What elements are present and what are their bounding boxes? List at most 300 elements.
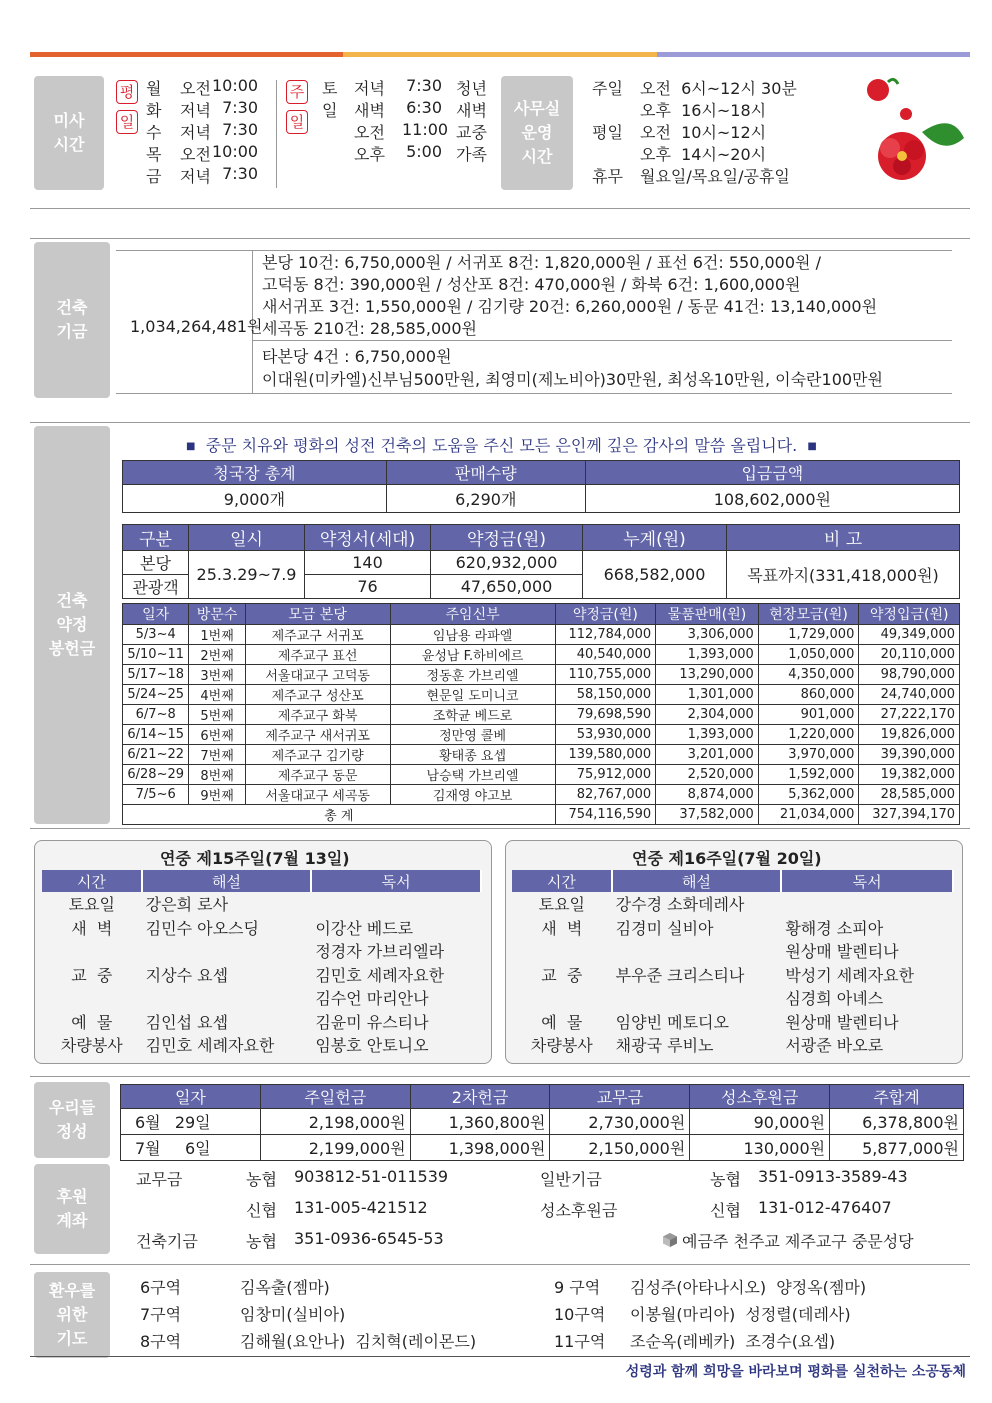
mass-cell: 목 [146,145,162,164]
mass-cell: 7:30 [222,164,258,183]
summary-cell: 관광객 [123,575,189,599]
visit-cell: 1,220,000 [758,725,859,745]
account-purpose: 교무금 [136,1170,183,1189]
schedule-cell: 채광국 루비노 [615,1036,714,1055]
mass-cell: 오전 [180,79,211,98]
schedule-table-week16 [512,870,954,1057]
sales-header: 판매수량 [386,461,585,485]
visit-cell: 1번째 [189,625,245,645]
mass-time-label: 미사 시간 [34,76,104,190]
offering-cell: 2,198,000원 [260,1109,410,1135]
visit-cell: 49,349,000 [859,625,960,645]
schedule-cell: 예 물 [541,1012,583,1032]
mass-cell: 저녁 [180,167,211,186]
offering-header: 주합계 [830,1085,964,1109]
schedule-cell [311,892,481,916]
mass-cell: 7:30 [406,76,442,95]
visit-cell: 5,362,000 [758,785,859,805]
schedule-header: 독서 [311,870,481,892]
schedule-header: 해설 [142,870,312,892]
office-day: 평일 [592,123,623,142]
list-item [42,1010,481,1034]
schedule-cell [42,986,142,1010]
visit-total: 754,116,590 [555,805,656,825]
table-row [123,765,960,785]
schedule-cell [781,892,953,916]
visit-header: 방문수 [189,604,245,625]
schedule-cell: 황해경 소피아 [785,918,884,938]
offering-cell: 1,360,800원 [410,1109,550,1135]
schedule-cell [612,986,782,1010]
sales-value: 108,602,000원 [585,485,959,513]
visit-cell: 860,000 [758,685,859,705]
visit-cell: 2,520,000 [656,765,759,785]
visit-cell: 40,540,000 [555,645,656,665]
mass-row [146,98,266,120]
visit-header: 모금 본당 [245,604,390,625]
visit-cell: 서울대교구 고덕동 [245,665,390,685]
table-row [123,745,960,765]
offering-date [121,1135,261,1161]
divider-line [30,828,970,829]
fund-line: 세곡동 210건: 28,585,000원 [262,319,477,338]
offering-header: 성소후원금 [690,1085,830,1109]
schedule-cell: 차량봉사 [60,1036,123,1055]
account-purpose: 성소후원금 [540,1201,618,1220]
visit-header: 일자 [123,604,189,625]
sales-value: 6,290개 [386,485,585,513]
fund-box-hdivider [252,340,952,341]
visit-cell: 112,784,000 [555,625,656,645]
offering-header: 주일헌금 [260,1085,410,1109]
office-row [592,142,832,164]
visit-cell: 53,930,000 [555,725,656,745]
offering-table [120,1084,964,1161]
mass-row [322,98,492,120]
visit-cell: 황태종 요셉 [390,745,555,765]
sales-value: 9,000개 [123,485,387,513]
offering-date [121,1109,261,1135]
schedule-header: 독서 [781,870,953,892]
mass-cell: 월 [146,79,162,98]
mass-cell: 화 [146,101,162,120]
list-item [512,892,953,916]
schedule-cell: 교 중 [541,965,583,985]
table-row [123,785,960,805]
list-item [42,986,481,1010]
visit-cell: 79,698,590 [555,705,656,725]
account-holder: 예금주 천주교 제주교구 중문성당 [682,1232,914,1251]
offering-label: 우리들 정성 [34,1082,110,1158]
schedule-cell: 토요일 [538,895,586,914]
offering-cell: 5,877,000원 [830,1135,964,1161]
schedule-header: 해설 [612,870,782,892]
top-color-bar [30,52,970,57]
visit-cell: 3번째 [189,665,245,685]
prayer-list-right [554,1275,944,1356]
prayer-names: 김옥출(젬마) [240,1278,330,1297]
prayer-names: 이봉월(마리아) 성정렬(데레사) [630,1305,851,1324]
table-row [123,645,960,665]
summary-header: 누계(원) [583,525,727,551]
mass-cell: 11:00 [402,120,449,139]
offering-cell: 90,000원 [690,1109,830,1135]
summary-header: 약정금(원) [431,525,583,551]
office-row [592,98,832,120]
summary-cell: 47,650,000 [431,575,583,599]
summary-header: 일시 [189,525,305,551]
visit-cell: 제주교구 화북 [245,705,390,725]
sunday-mass-list [322,76,492,164]
schedule-cell: 토요일 [68,895,116,914]
account-purpose: 일반기금 [540,1170,602,1189]
visit-cell: 20,110,000 [859,645,960,665]
table-row [123,665,960,685]
account-number: 903812-51-011539 [294,1167,449,1186]
visit-total: 327,394,170 [859,805,960,825]
visit-cell: 임남용 라파엘 [390,625,555,645]
visit-cell: 6/21~22 [123,745,189,765]
visit-cell: 6/7~8 [123,705,189,725]
schedule-cell [612,939,782,963]
table-row [123,685,960,705]
visit-total: 37,582,000 [656,805,759,825]
mass-cell: 오후 [354,145,385,164]
schedule-cell: 김민호 세례자요한 [315,965,445,985]
summary-note: 목표까지(331,418,000원) [727,551,960,599]
offering-day: 6일 [185,1139,211,1158]
summary-date: 25.3.29~7.9 [189,551,305,599]
fund-line: 고덕동 8건: 390,000원 / 성산포 8건: 470,000원 / 화북 6건: 1,600,000원 [262,275,801,294]
visit-cell: 13,290,000 [656,665,759,685]
visit-header: 약정금(원) [555,604,656,625]
prayer-row [140,1275,530,1302]
visit-cell: 9번째 [189,785,245,805]
visit-cell: 1,592,000 [758,765,859,785]
mass-cell: 오전 [180,145,211,164]
weekday-mass-list [146,76,266,186]
list-item [512,1010,953,1034]
list-item [512,939,953,963]
mass-cell: 새벽 [456,101,487,120]
mass-cell: 토 [322,79,338,98]
schedule-header-row [512,870,953,892]
visit-cell: 현문일 도미니코 [390,685,555,705]
visit-cell: 7/5~6 [123,785,189,805]
schedule-cell: 예 물 [71,1012,113,1032]
visit-cell: 5번째 [189,705,245,725]
summary-cell: 140 [305,551,431,575]
schedule-cell: 김수언 마리안나 [315,989,429,1008]
visit-cell: 1,729,000 [758,625,859,645]
account-number: 131-012-476407 [758,1198,892,1217]
visit-cell: 조학균 베드로 [390,705,555,725]
office-row [592,164,832,186]
mass-row [322,76,492,98]
visit-cell: 윤성남 F.하비에르 [390,645,555,665]
offering-header: 교무금 [550,1085,690,1109]
schedule-cell [142,986,312,1010]
summary-cell: 본당 [123,551,189,575]
visit-header: 물품판매(원) [656,604,759,625]
divider-line [30,422,970,423]
fund-line: 이대원(미카엘)신부님500만원, 최영미(제노비아)30만원, 최성옥10만원, 이숙란100만원 [262,370,883,389]
schedule-cell: 김윤미 유스티나 [315,1012,429,1032]
schedule-cell: 강수경 소화데레사 [615,895,745,914]
footer-motto: 성령과 함께 희망을 바라보며 평화를 실천하는 소공동체 [625,1364,966,1380]
prayer-zone: 8구역 [140,1332,182,1351]
office-hours-list [592,76,832,186]
list-item [512,916,953,940]
sales-header: 입금금액 [585,461,959,485]
schedule-title: 연중 제15주일(7월 13일) [160,849,350,868]
schedule-cell: 지상수 요셉 [145,965,229,985]
prayer-list-left [140,1275,530,1356]
schedule-cell: 교 중 [71,965,113,985]
schedule-cell: 강은희 로사 [145,895,229,914]
visit-table [122,603,960,825]
prayer-names: 김성주(아타나시오) 양정옥(젬마) [630,1278,867,1297]
offering-cell: 2,199,000원 [260,1135,410,1161]
mass-cell: 10:00 [212,142,259,161]
visit-cell: 3,970,000 [758,745,859,765]
pledge-label: 건축 약정 봉헌금 [34,426,110,824]
fund-breakdown [262,250,877,338]
square-bullet-icon: ■ [186,441,196,452]
schedule-cell: 새 벽 [71,918,113,938]
visit-cell: 정만영 콜베 [390,725,555,745]
schedule-cell: 박성기 세례자요한 [785,965,915,985]
prayer-names: 김해월(요안나) 김치혁(레이몬드) [240,1332,477,1351]
offering-day: 29일 [174,1113,211,1132]
mass-row [322,120,492,142]
weekday-tag: 평 일 [116,80,138,136]
mass-cell: 일 [322,101,338,120]
schedule-header-row [42,870,481,892]
visit-cell: 24,740,000 [859,685,960,705]
account-bank: 농협 [246,1170,277,1189]
mass-cell: 청년 [456,79,487,98]
visit-cell: 28,585,000 [859,785,960,805]
table-row [123,725,960,745]
mass-row [146,142,266,164]
camellia-flower-icon [858,70,968,182]
prayer-zone: 10구역 [554,1305,606,1324]
mass-cell: 가족 [456,145,487,164]
prayer-row [554,1302,944,1329]
construction-fund-label: 건축 기금 [34,242,110,398]
schedule-cell: 심경희 아녜스 [785,989,884,1008]
visit-cell: 2,304,000 [656,705,759,725]
fund-other [262,344,883,390]
mass-row [146,120,266,142]
summary-table [122,524,960,599]
list-item [42,892,481,916]
visit-cell: 27,222,170 [859,705,960,725]
visit-total-label: 총 계 [123,805,556,825]
visit-cell: 제주교구 표선 [245,645,390,665]
visit-cell: 139,580,000 [555,745,656,765]
mass-cell: 수 [146,123,162,142]
office-time: 오후 14시~20시 [640,145,767,164]
schedule-cell: 임양빈 메토디오 [615,1012,729,1032]
visit-cell: 5/17~18 [123,665,189,685]
accounts-label: 후원 계좌 [34,1164,110,1254]
visit-cell: 제주교구 성산포 [245,685,390,705]
schedule-cell: 김민호 세례자요한 [145,1036,275,1055]
list-item [42,1033,481,1057]
office-time: 오전 6시~12시 30분 [640,79,797,98]
schedule-cell: 서광준 바오로 [785,1036,884,1055]
visit-cell: 2번째 [189,645,245,665]
schedule-cell: 부우준 크리스티나 [615,965,745,985]
fund-line: 본당 10건: 6,750,000원 / 서귀포 8건: 1,820,000원 / 표선 6건: 550,000원 / [262,253,821,272]
list-item [512,1033,953,1057]
mass-cell: 저녁 [180,101,211,120]
prayer-zone: 11구역 [554,1332,606,1351]
office-day: 주일 [592,79,623,98]
visit-cell: 3,201,000 [656,745,759,765]
list-item [42,939,481,963]
account-bank: 농협 [246,1232,277,1251]
visit-cell: 정동훈 가브리엘 [390,665,555,685]
table-row [121,1135,964,1161]
thanks-message: ■ 중문 치유와 평화의 성전 건축의 도움을 주신 모든 은인께 깊은 감사의 말씀 올립니다. ■ [186,436,817,455]
visit-cell: 19,382,000 [859,765,960,785]
divider-line [276,80,277,188]
offering-header: 일자 [121,1085,261,1109]
mass-cell: 금 [146,167,162,186]
visit-cell: 75,912,000 [555,765,656,785]
mass-cell: 저녁 [180,123,211,142]
visit-header: 현장모금(원) [758,604,859,625]
visit-cell: 901,000 [758,705,859,725]
visit-cell: 6/14~15 [123,725,189,745]
schedule-cell: 원상매 발렌티나 [785,1012,899,1032]
schedule-cell: 정경자 가브리엘라 [315,942,445,961]
prayer-names: 임창미(실비아) [240,1305,346,1324]
square-bullet-icon: ■ [807,441,817,452]
table-row [123,705,960,725]
visit-header: 약정입금(원) [859,604,960,625]
account-bank: 신협 [246,1201,277,1220]
summary-cell: 76 [305,575,431,599]
offering-cell: 130,000원 [690,1135,830,1161]
fund-line: 새서귀포 3건: 1,550,000원 / 김기량 20건: 6,260,000원 / 동문 41건: 13,140,000원 [262,297,878,316]
visit-cell: 1,393,000 [656,725,759,745]
schedule-cell: 이강산 베드로 [315,918,414,938]
mass-row [146,164,266,186]
visit-cell: 제주교구 김기량 [245,745,390,765]
mass-cell: 7:30 [222,120,258,139]
divider-line [30,1076,970,1077]
schedule-cell: 원상매 발렌티나 [785,942,899,961]
summary-header: 비 고 [727,525,960,551]
prayer-row [554,1275,944,1302]
mass-row [146,76,266,98]
cube-icon [662,1232,678,1248]
visit-cell: 4번째 [189,685,245,705]
visit-cell: 5/24~25 [123,685,189,705]
offering-header: 2차헌금 [410,1085,550,1109]
sales-table [122,460,960,513]
divider-line [30,238,970,239]
summary-total: 668,582,000 [583,551,727,599]
divider-line [30,1356,970,1357]
visit-cell: 김재영 야고보 [390,785,555,805]
office-time: 오후 16시~18시 [640,101,767,120]
list-item [42,963,481,987]
account-bank: 신협 [710,1201,741,1220]
account-purpose: 건축기금 [136,1232,198,1251]
visit-cell: 서울대교구 세곡동 [245,785,390,805]
visit-cell: 남승택 가브리엘 [390,765,555,785]
prayer-zone: 9 구역 [554,1278,601,1297]
office-row [592,76,832,98]
fund-total: 1,034,264,481원 [130,317,263,336]
prayer-names: 조순옥(레베카) 조경수(요셉) [630,1332,836,1351]
visit-cell: 5/10~11 [123,645,189,665]
visit-cell: 8번째 [189,765,245,785]
visit-cell: 6번째 [189,725,245,745]
schedule-header: 시간 [512,870,612,892]
list-item [42,916,481,940]
prayer-zone: 7구역 [140,1305,182,1324]
account-bank: 농협 [710,1170,741,1189]
divider-line [30,1264,970,1265]
mass-cell: 5:00 [406,142,442,161]
mass-cell: 7:30 [222,98,258,117]
schedule-title: 연중 제16주일(7월 20일) [632,849,822,868]
visit-cell: 58,150,000 [555,685,656,705]
schedule-cell: 새 벽 [541,918,583,938]
visit-cell: 7번째 [189,745,245,765]
sales-header: 청국장 총계 [123,461,387,485]
visit-cell: 82,767,000 [555,785,656,805]
office-time: 오전 10시~12시 [640,123,767,142]
schedule-cell: 김경미 실비아 [615,918,714,938]
visit-cell: 8,874,000 [656,785,759,805]
visit-cell: 110,755,000 [555,665,656,685]
mass-row [322,142,492,164]
visit-cell: 제주교구 서귀포 [245,625,390,645]
schedule-cell: 김민수 아오스딩 [145,918,259,938]
account-number: 351-0936-6545-53 [294,1229,444,1248]
visit-cell: 6/28~29 [123,765,189,785]
visit-cell: 4,350,000 [758,665,859,685]
visit-cell: 98,790,000 [859,665,960,685]
summary-cell: 620,932,000 [431,551,583,575]
list-item [512,963,953,987]
schedule-cell: 차량봉사 [530,1036,593,1055]
mass-cell: 저녁 [354,79,385,98]
account-number: 351-0913-3589-43 [758,1167,908,1186]
office-day: 휴무 [592,167,623,186]
schedule-cell [142,939,312,963]
prayer-row [140,1329,530,1356]
mass-cell: 새벽 [354,101,385,120]
schedule-cell [42,939,142,963]
visit-cell: 1,301,000 [656,685,759,705]
visit-total: 21,034,000 [758,805,859,825]
office-hours-label: 사무실 운영 시간 [501,76,573,190]
offering-cell: 1,398,000원 [410,1135,550,1161]
table-row [123,625,960,645]
schedule-table-week15 [42,870,482,1057]
mass-cell: 교중 [456,123,487,142]
visit-total-row [123,805,960,825]
visit-cell: 3,306,000 [656,625,759,645]
